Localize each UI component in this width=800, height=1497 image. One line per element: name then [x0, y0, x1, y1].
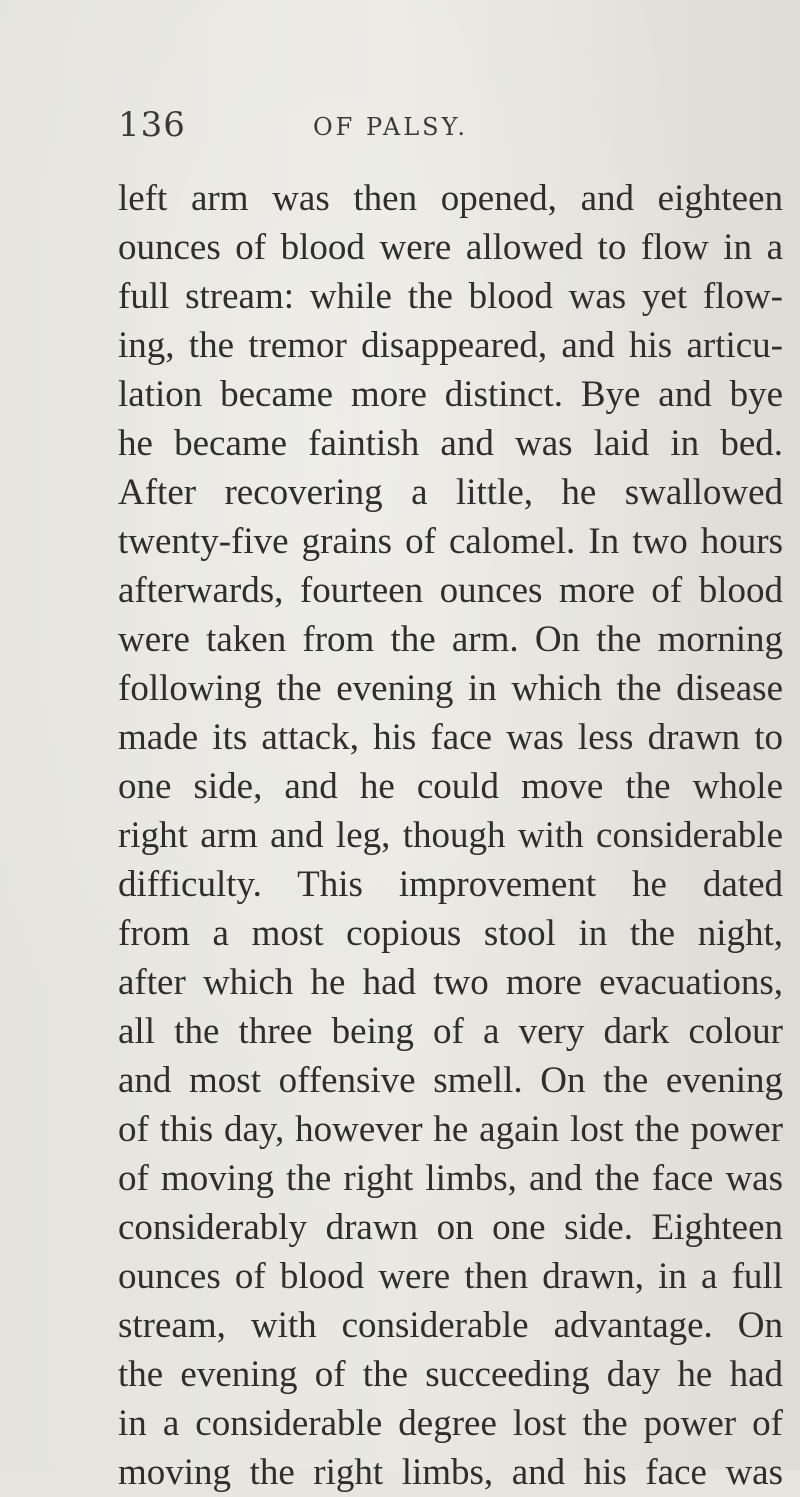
text-line: left arm was then opened, and eighteen — [118, 178, 783, 219]
text-line: moving the right limbs, and his face was — [118, 1452, 783, 1493]
body-text — [118, 174, 783, 1497]
text-line: right arm and leg, though with considerable — [118, 815, 783, 856]
text-line: and most offensive smell. On the evening — [118, 1060, 783, 1101]
text-line: he became faintish and was laid in bed. — [118, 423, 783, 464]
text-line: difficulty. This improvement he dated — [118, 864, 783, 905]
text-line: full stream: while the blood was yet flow- — [118, 276, 783, 317]
running-head — [118, 105, 758, 155]
text-line: after which he had two more evacuations, — [118, 962, 783, 1003]
text-line: After recovering a little, he swallowed — [118, 472, 783, 513]
text-line: made its attack, his face was less drawn to — [118, 717, 783, 758]
running-title: OF PALSY. — [313, 113, 468, 141]
text-line: of this day, however he again lost the power — [118, 1109, 783, 1150]
page-number: 136 — [118, 105, 186, 145]
text-line: following the evening in which the disease — [118, 668, 783, 709]
text-line: one side, and he could move the whole — [118, 766, 783, 807]
text-line: lation became more distinct. Bye and bye — [118, 374, 783, 415]
text-line: twenty-five grains of calomel. In two hours — [118, 521, 783, 562]
text-line: afterwards, fourteen ounces more of blood — [118, 570, 783, 611]
text-line: were taken from the arm. On the morning — [118, 619, 783, 660]
text-line: from a most copious stool in the night, — [118, 913, 783, 954]
text-line: ounces of blood were then drawn, in a full — [118, 1256, 783, 1297]
text-line: considerably drawn on one side. Eighteen — [118, 1207, 783, 1248]
text-line: all the three being of a very dark colour — [118, 1011, 783, 1052]
text-line: the evening of the succeeding day he had — [118, 1354, 783, 1395]
text-line: ounces of blood were allowed to flow in a — [118, 227, 783, 268]
text-line: stream, with considerable advantage. On — [118, 1305, 783, 1346]
text-line: ing, the tremor disappeared, and his articu- — [118, 325, 783, 366]
text-line: in a considerable degree lost the power of — [118, 1403, 783, 1444]
text-line: of moving the right limbs, and the face was — [118, 1158, 783, 1199]
